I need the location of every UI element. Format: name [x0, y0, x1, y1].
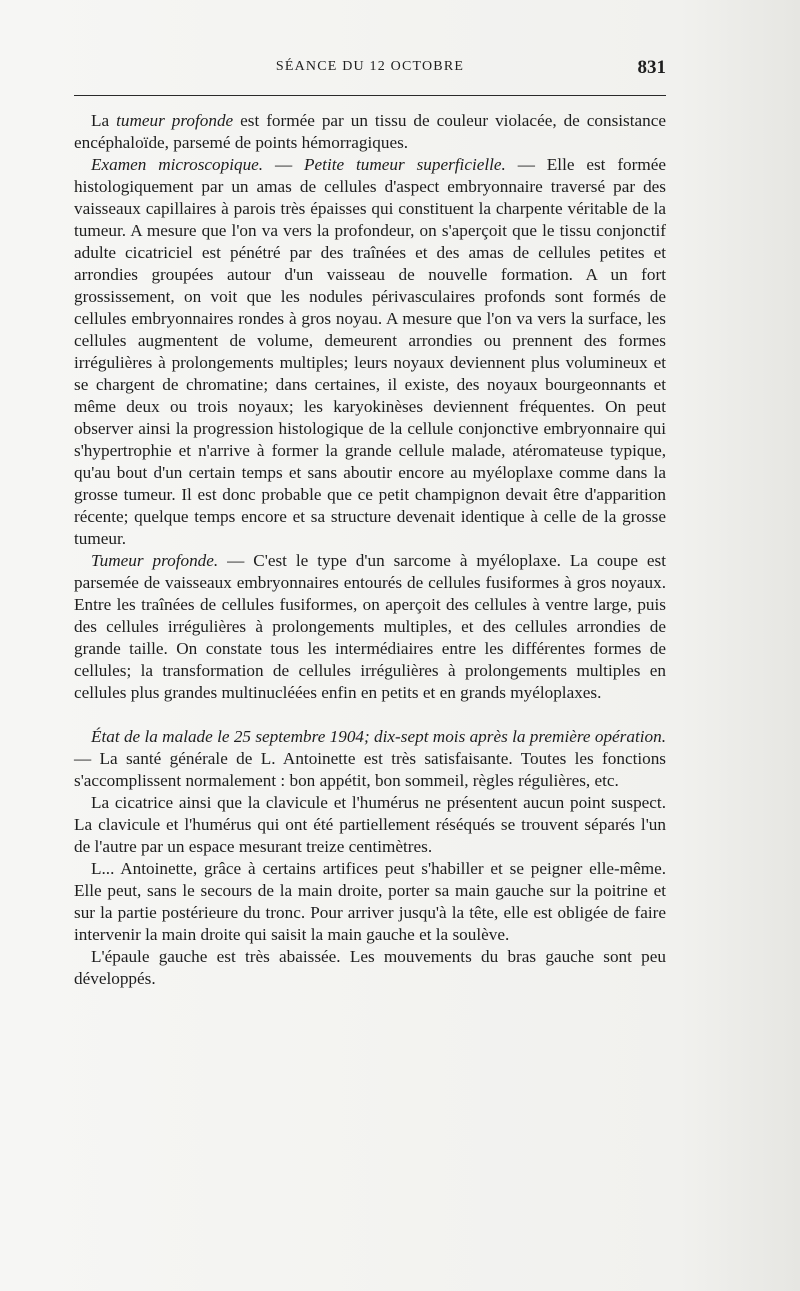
running-title: SÉANCE DU 12 OCTOBRE	[275, 59, 465, 74]
paragraph-text: La	[91, 111, 117, 130]
subsection-heading-italic: Petite tumeur superficielle.	[304, 155, 506, 174]
paragraph-examen-microscopique	[74, 154, 666, 550]
italic-term: tumeur profonde	[116, 111, 234, 130]
paragraph-text: La cicatrice ainsi que la clavicule et l'humérus ne présentent aucun point suspect. La clavicule et l'humérus qui ont été partiellement réséqués se trouvent séparés l'un de l'autre par un espace mesurant treize centimètres.	[74, 793, 666, 856]
paragraph-text: est formée par un tissu de couleur violacée, de consistance encéphaloïde, parsemé de points hémorragiques.	[74, 111, 666, 152]
paragraph-etat-malade	[74, 726, 666, 792]
paragraph-antoinette	[74, 858, 666, 946]
paragraph-text: L... Antoinette, grâce à certains artifices peut s'habiller et se peigner elle-même. Elle peut, sans le secours de la main droite, porter sa main gauche sur la poitrine et sur la partie postérieure du tronc. Pour arriver jusqu'à la tête, elle est obligée de faire intervenir la main droite qui saisit la main gauche et la soulève.	[74, 859, 666, 944]
body-text	[74, 110, 666, 990]
paragraph-text: — Elle est formée histologiquement par un amas de cellules d'aspect embryonnaire traversé par des vaisseaux capillaires à parois très épaisses qui constituent la charpente véritable de la tumeur. A mesure que l'on va vers la profondeur, on s'aperçoit que le tissu conjonctif adulte cicatriciel est pénétré par des traînées et des amas de cellules petites et arrondies groupées autour d'un vaisseau de nouvelle formation. A un fort grossissement, on voit que les nodules périvasculaires profonds sont formés de cellules embryonnaires rondes à gros noyau. A mesure que l'on va vers la surface, les cellules augmentent de volume, demeurent arrondies ou prennent des formes irrégulières à prolongements multiples; leurs noyaux deviennent plus volumineux et se chargent de chromatine; dans certaines, il existe, des noyaux bourgeonnants et même deux ou trois noyaux; les karyokinèses deviennent fréquentes. On peut observer ainsi la progression histologique de la cellule conjonctive embryonnaire qui s'hypertrophie et n'arrive à former la grande cellule malade, atéromateuse typique, qu'au bout d'un certain temps et sans aboutir encore au myéloplaxe comme dans la grosse tumeur. Il est donc probable que ce petit champignon devait être d'apparition récente; quelque temps encore et sa structure devenait identique à celle de la grosse tumeur.	[74, 155, 666, 548]
paragraph-text: — La santé générale de L. Antoinette est très satisfaisante. Toutes les fonctions s'accomplissent normalement : bon appétit, bon sommeil, règles régulières, etc.	[74, 749, 666, 790]
dash-separator: —	[263, 155, 305, 174]
paragraph-text: — C'est le type d'un sarcome à myéloplaxe. La coupe est parsemée de vaisseaux embryonnaires entourés de cellules fusiformes à gros noyaux. Entre les traînées de cellules fusiformes, on aperçoit des cellules à ventre large, puis des cellules irrégulières à prolongements multiples, et des cellules arrondies de grande taille. On constate tous les intermédiaires entre les différentes formes de cellules; la transformation de cellules irrégulières à prolongements multiples en cellules plus grandes multinucléées enfin en petits et en grands myéloplaxes.	[74, 551, 666, 702]
paragraph-tumeur-profonde-histology	[74, 550, 666, 704]
paragraph-tumeur-profonde	[74, 110, 666, 154]
section-heading-italic: État de la malade le 25 septembre 1904; dix-sept mois après la première opération.	[91, 727, 666, 746]
paragraph-text: L'épaule gauche est très abaissée. Les mouvements du bras gauche sont peu développés.	[74, 947, 666, 988]
page-number: 831	[637, 57, 666, 78]
paragraph-cicatrice	[74, 792, 666, 858]
subsection-heading-italic: Tumeur profonde.	[91, 551, 219, 570]
section-heading-italic: Examen microscopique.	[91, 155, 264, 174]
paragraph-epaule	[74, 946, 666, 990]
header-rule	[74, 95, 666, 96]
page-header	[74, 57, 666, 87]
